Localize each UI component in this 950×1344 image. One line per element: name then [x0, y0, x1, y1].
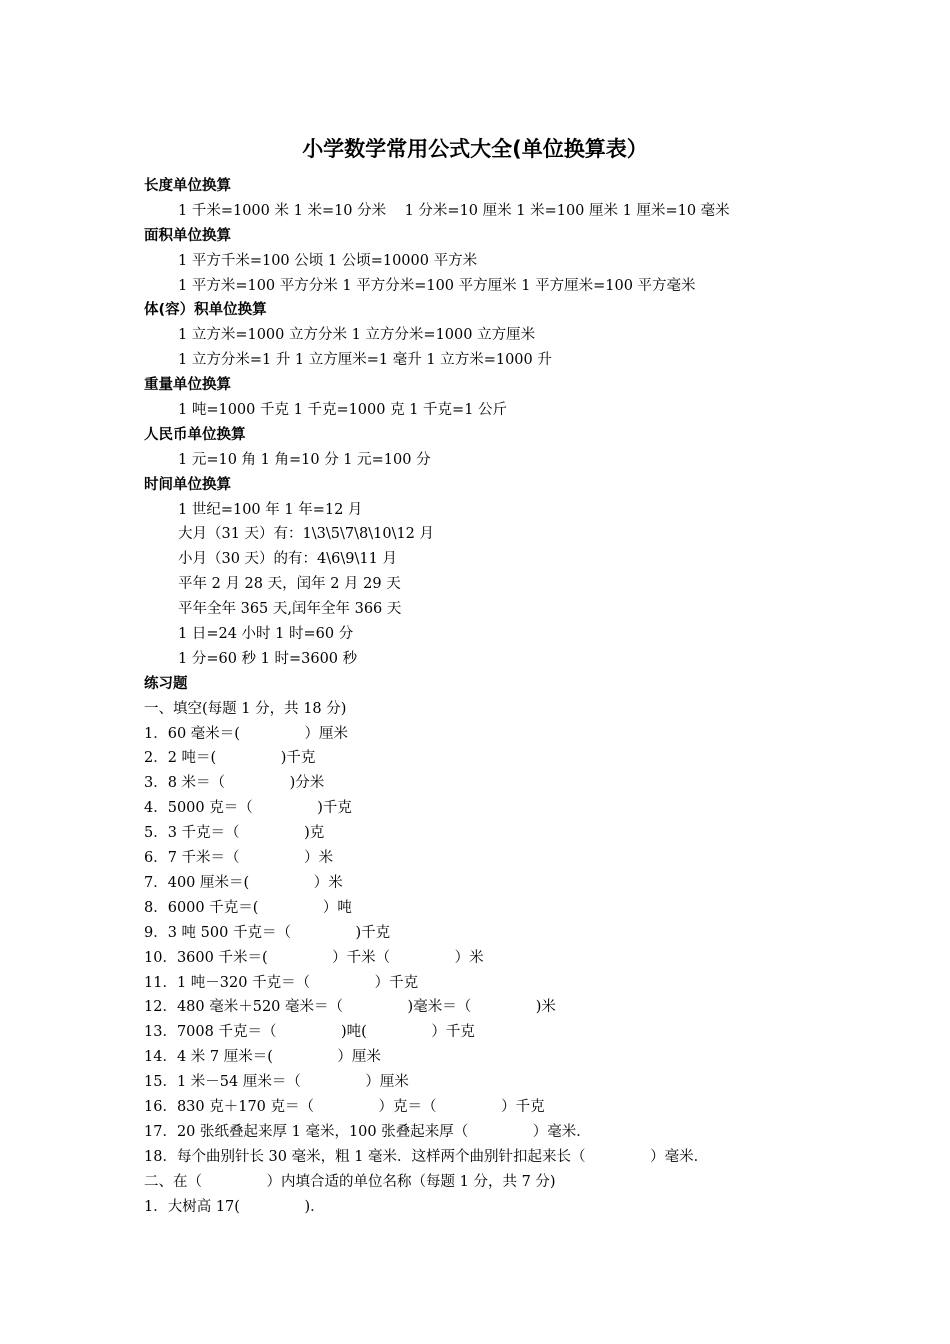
area-line-2: 1 平方米=100 平方分米 1 平方分米=100 平方厘米 1 平方厘米=100 平方毫米 — [178, 277, 696, 294]
section-heading-area: 面积单位换算 — [144, 227, 231, 244]
exercise-question-13: 13．7008 千克＝（ )吨( ）千克 — [144, 1024, 475, 1041]
exercise-question-14: 14．4 米 7 厘米＝( ）厘米 — [144, 1049, 381, 1066]
exercise-question-12: 12．480 毫米＋520 毫米＝（ )毫米＝（ )米 — [144, 999, 556, 1016]
exercise-question-17: 17．20 张纸叠起来厚 1 毫米，100 张叠起来厚（ ）毫米． — [144, 1123, 591, 1140]
area-line-1: 1 平方千米=100 公顷 1 公顷=10000 平方米 — [178, 252, 478, 269]
exercise-question-8: 8．6000 千克＝( ）吨 — [144, 899, 352, 916]
exercise-question-4: 4．5000 克＝（ )千克 — [144, 800, 352, 817]
section-heading-currency: 人民币单位换算 — [144, 426, 246, 443]
exercise-question-11: 11．1 吨－320 千克＝（ ）千克 — [144, 974, 419, 991]
exercise-part-2-question-1: 1．大树高 17( )． — [144, 1198, 325, 1215]
exercise-question-10: 10．3600 千米＝( ）千米（ ）米 — [144, 949, 484, 966]
section-heading-weight: 重量单位换算 — [144, 377, 231, 394]
exercise-question-6: 6．7 千米＝（ ）米 — [144, 850, 334, 867]
weight-line-1: 1 吨=1000 千克 1 千克=1000 克 1 千克=1 公斤 — [178, 402, 508, 419]
currency-line-1: 1 元=10 角 1 角=10 分 1 元=100 分 — [178, 451, 431, 468]
exercise-question-9: 9．3 吨 500 千克＝（ )千克 — [144, 924, 391, 941]
document-body — [144, 174, 824, 1219]
time-line-2: 大月（31 天）有：1\3\5\7\8\10\12 月 — [178, 526, 435, 543]
time-line-4: 平年 2 月 28 天，闰年 2 月 29 天 — [178, 576, 401, 593]
time-line-6: 1 日=24 小时 1 时=60 分 — [178, 626, 354, 643]
exercise-question-2: 2．2 吨＝( )千克 — [144, 750, 316, 767]
document-title: 小学数学常用公式大全(单位换算表） — [302, 137, 648, 161]
exercise-question-1: 1．60 毫米＝( ）厘米 — [144, 725, 348, 742]
exercise-part-2-instructions: 二、在（ ）内填合适的单位名称（每题 1 分，共 7 分) — [144, 1173, 556, 1190]
time-line-7: 1 分=60 秒 1 时=3600 秒 — [178, 650, 358, 667]
section-heading-exercises: 练习题 — [144, 675, 188, 692]
section-heading-volume: 体(容）积单位换算 — [144, 302, 267, 319]
time-line-3: 小月（30 天）的有：4\6\9\11 月 — [178, 551, 397, 568]
length-line-1: 1 千米=1000 米 1 米=10 分米 1 分米=10 厘米 1 米=100 厘米 1 厘米=10 毫米 — [178, 202, 730, 219]
exercise-question-5: 5．3 千克＝（ )克 — [144, 825, 325, 842]
exercise-question-18: 18．每个曲别针长 30 毫米，粗 1 毫米．这样两个曲别针扣起来长（ ）毫米． — [144, 1148, 709, 1165]
exercise-part-1-instructions: 一、填空(每题 1 分，共 18 分) — [144, 700, 347, 717]
exercise-question-16: 16．830 克＋170 克＝（ ）克＝（ ）千克 — [144, 1098, 545, 1115]
volume-line-1: 1 立方米=1000 立方分米 1 立方分米=1000 立方厘米 — [178, 327, 536, 344]
volume-line-2: 1 立方分米=1 升 1 立方厘米=1 毫升 1 立方米=1000 升 — [178, 352, 552, 369]
time-line-5: 平年全年 365 天,闰年全年 366 天 — [178, 601, 402, 618]
time-line-1: 1 世纪=100 年 1 年=12 月 — [178, 501, 363, 518]
section-heading-length: 长度单位换算 — [144, 178, 231, 194]
exercise-question-15: 15．1 米－54 厘米＝（ ）厘米 — [144, 1074, 409, 1091]
exercise-question-3: 3．8 米＝（ )分米 — [144, 775, 325, 792]
exercise-question-7: 7．400 厘米＝( ）米 — [144, 874, 343, 891]
section-heading-time: 时间单位换算 — [144, 476, 231, 493]
